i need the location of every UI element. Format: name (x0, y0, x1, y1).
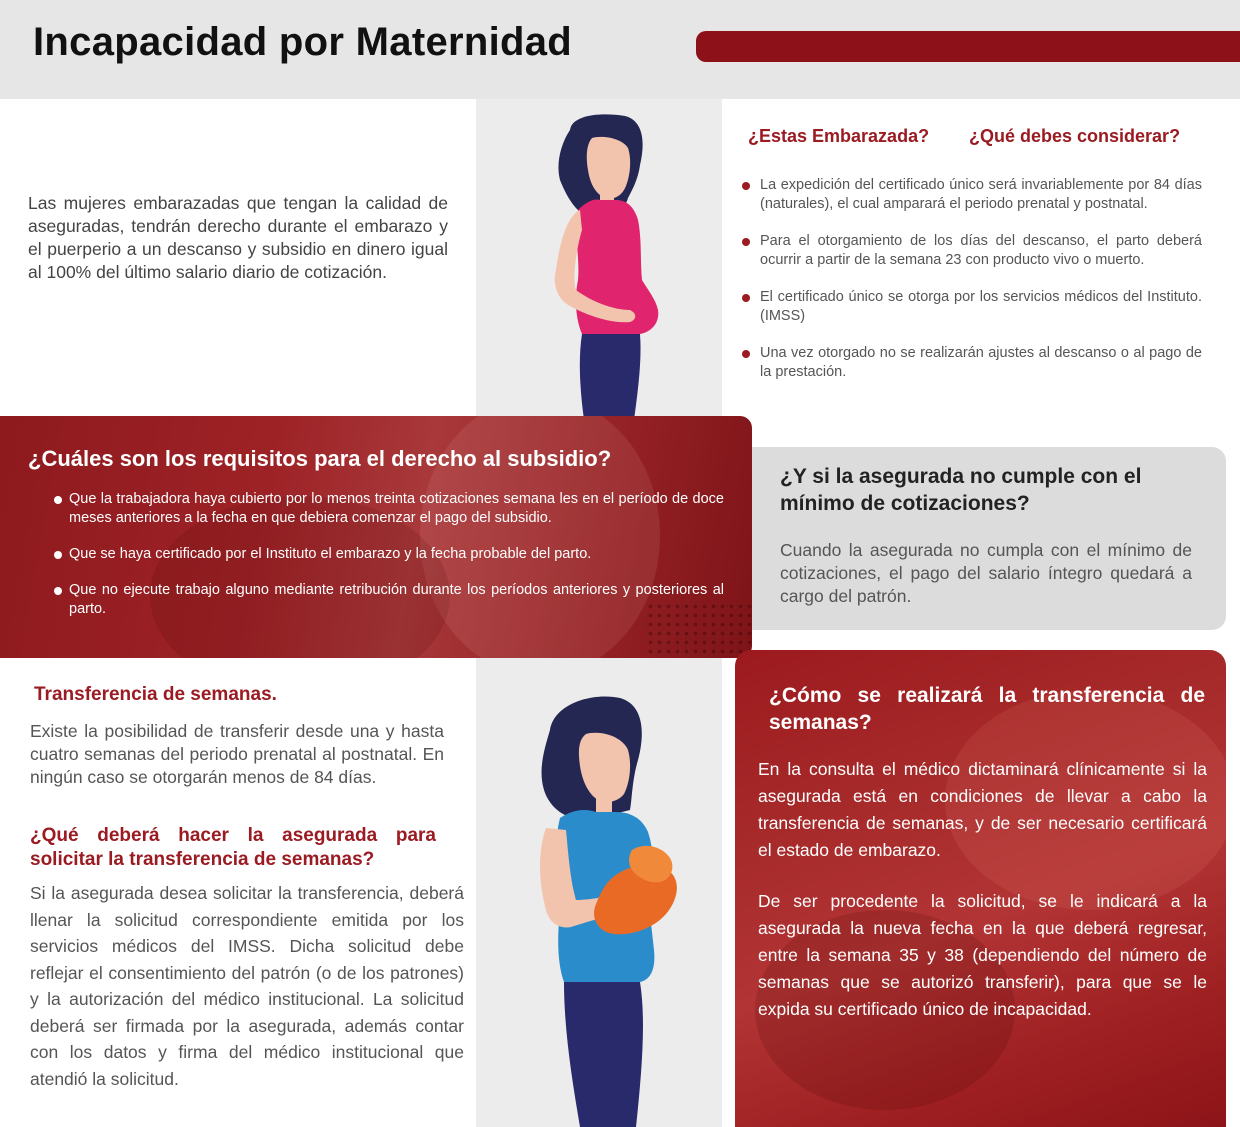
how-panel (735, 650, 1226, 1127)
pregnant-woman-illustration (530, 110, 690, 420)
transfer-answer: Si la asegurada desea solicitar la transferencia, deberá llenar la solicitud correspondiente emitida por los servicios médicos del IMSS. Dicha solicitud debe reflejar el consentimiento del patrón (o de los patrones) y la autorización del médico institucional. La solicitud deberá ser firmada por la asegurada, además contar con los datos y firma del médico institucional que atendió la solicitud. (30, 883, 464, 1089)
list-item: El certificado único se otorga por los servicios médicos del Instituto. (IMSS) (742, 288, 1202, 326)
heading-consider: ¿Qué debes considerar? (969, 126, 1181, 146)
list-item: La expedición del certificado único será invariablemente por 84 días (naturales), el cual amparará el periodo prenatal y postnatal. (742, 176, 1202, 214)
bullet-icon (742, 182, 750, 190)
bullet-icon (54, 551, 62, 559)
woman-with-baby-illustration (520, 690, 700, 1127)
bullet-icon (54, 587, 62, 595)
how-title: ¿Cómo se realizará la transferencia de semanas? (769, 684, 1205, 734)
list-item: Que la trabajadora haya cubierto por lo menos treinta cotizaciones semana les en el período de doce meses anteriores a la fecha en que debiera comenzar el pago del subsidio. (54, 490, 724, 528)
list-item: Una vez otorgado no se realizarán ajustes al descanso o al pago de la prestación. (742, 344, 1202, 382)
how-paragraph-2: De ser procedente la solicitud, se le indicará a la asegurada la nueva fecha en la que deberá regresar, entre la semana 35 y 38 (dependiendo del número de semanas que se autorizó transferir), para que se le expida su certificado único de incapacidad. (758, 891, 1207, 1019)
requirements-panel (0, 416, 752, 658)
page-title: Incapacidad por Maternidad (33, 20, 573, 64)
list-item: Que se haya certificado por el Instituto el embarazo y la fecha probable del parto. (54, 545, 724, 564)
heading-pregnant: ¿Estas Embarazada? (748, 126, 930, 146)
bullet-icon (742, 238, 750, 246)
minimum-title: ¿Y si la asegurada no cumple con el mínimo de cotizaciones? (780, 465, 1142, 515)
bullet-icon (742, 350, 750, 358)
how-paragraph-1: En la consulta el médico dictaminará clínicamente si la asegurada está en condiciones de llevar a cabo la transferencia de semanas, y de ser necesario certificará el estado de embarazo. (758, 759, 1207, 860)
title-accent-bar (696, 31, 1240, 62)
bullet-icon (54, 496, 62, 504)
requirements-title: ¿Cuáles son los requisitos para el derecho al subsidio? (28, 446, 612, 471)
transfer-question: ¿Qué deberá hacer la asegurada para solicitar la transferencia de semanas? (30, 825, 436, 870)
list-item: Que no ejecute trabajo alguno mediante retribución durante los períodos anteriores y posteriores al parto. (54, 581, 724, 619)
transfer-title: Transferencia de semanas. (34, 684, 277, 705)
requirements-list (54, 490, 724, 636)
consider-list (742, 176, 1202, 400)
intro-text: Las mujeres embarazadas que tengan la calidad de aseguradas, tendrán derecho durante el embarazo y el puerperio a un descanso y subsidio en dinero igual al 100% del último salario diario de cotización. (28, 193, 448, 282)
transfer-text: Existe la posibilidad de transferir desde una y hasta cuatro semanas del periodo prenatal al postnatal. En ningún caso se otorgarán menos de 84 días. (30, 721, 444, 787)
bullet-icon (742, 294, 750, 302)
minimum-text: Cuando la asegurada no cumpla con el mínimo de cotizaciones, el pago del salario íntegro quedará a cargo del patrón. (780, 540, 1192, 606)
minimum-panel (752, 447, 1226, 630)
list-item: Para el otorgamiento de los días del descanso, el parto deberá ocurrir a partir de la semana 23 con producto vivo o muerto. (742, 232, 1202, 270)
